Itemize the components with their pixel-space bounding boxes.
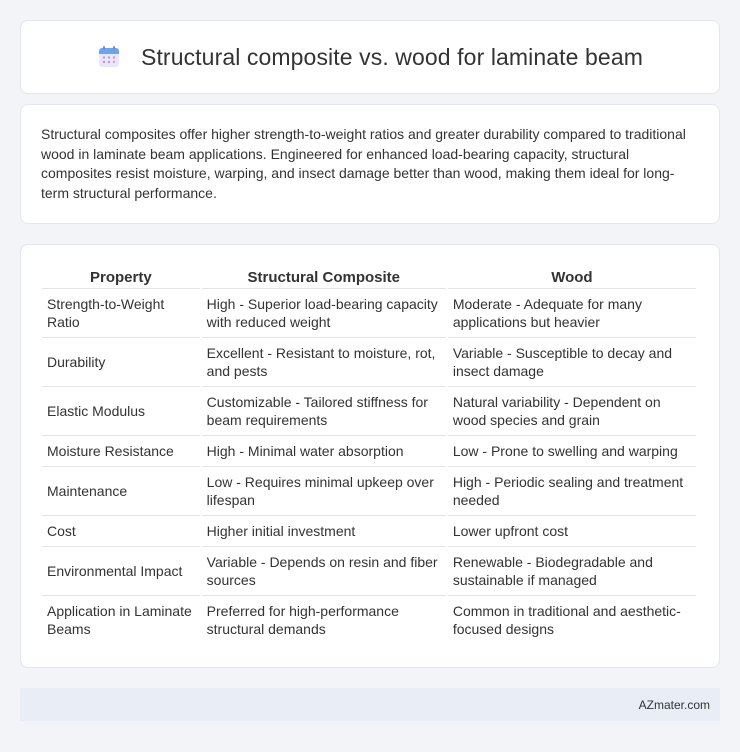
wood-cell: Common in traditional and aesthetic-focused designs — [452, 603, 681, 637]
wood-cell: Variable - Susceptible to decay and insect damage — [448, 338, 696, 387]
wood-cell: Natural variability - Dependent on wood species and grain — [448, 387, 696, 436]
footer-bar — [20, 688, 720, 721]
table-row — [42, 338, 696, 387]
column-header-wood: Wood — [448, 265, 696, 289]
calendar-icon — [97, 45, 121, 69]
title-card — [20, 20, 720, 94]
column-header-property: Property — [42, 265, 200, 289]
wood-cell: Renewable - Biodegradable and sustainable if managed — [448, 547, 696, 596]
wood-cell: Lower upfront cost — [448, 516, 696, 547]
property-cell: Durability — [42, 338, 200, 387]
composite-cell: High - Minimal water absorption — [202, 436, 446, 467]
composite-cell: Higher initial investment — [202, 516, 446, 547]
property-cell: Application in Laminate Beams — [47, 603, 192, 637]
summary-card — [20, 104, 720, 224]
summary-text: Structural composites offer higher strength-to-weight ratios and greater durability compared to traditional wood in laminate beam applications. Engineered for enhanced load-bearing capacity, structural composites resist moisture, warping, and insect damage better than wood, making them ideal for long-term structural performance. — [41, 126, 686, 201]
property-cell: Maintenance — [42, 467, 200, 516]
table-row — [42, 467, 696, 516]
comparison-table — [40, 265, 698, 644]
property-cell: Strength-to-Weight Ratio — [42, 289, 200, 338]
comparison-table-card — [20, 244, 720, 668]
composite-cell: Variable - Depends on resin and fiber sources — [202, 547, 446, 596]
table-row — [42, 436, 696, 467]
table-row — [42, 289, 696, 338]
table-row — [42, 387, 696, 436]
composite-cell: Excellent - Resistant to moisture, rot, and pests — [202, 338, 446, 387]
column-header-structural-composite: Structural Composite — [202, 265, 446, 289]
table-row — [42, 596, 696, 644]
composite-cell: Customizable - Tailored stiffness for beam requirements — [202, 387, 446, 436]
table-row — [42, 547, 696, 596]
property-cell: Moisture Resistance — [42, 436, 200, 467]
wood-cell: High - Periodic sealing and treatment needed — [448, 467, 696, 516]
property-cell: Elastic Modulus — [42, 387, 200, 436]
page-title: Structural composite vs. wood for laminate beam — [141, 43, 643, 70]
footer-brand[interactable]: AZmater.com — [638, 697, 710, 712]
wood-cell: Low - Prone to swelling and warping — [448, 436, 696, 467]
table-row — [42, 516, 696, 547]
table-header-row — [42, 265, 696, 289]
wood-cell: Moderate - Adequate for many applications but heavier — [448, 289, 696, 338]
composite-cell: Low - Requires minimal upkeep over lifespan — [202, 467, 446, 516]
property-cell: Environmental Impact — [42, 547, 200, 596]
composite-cell: Preferred for high-performance structural demands — [206, 603, 399, 637]
property-cell: Cost — [42, 516, 200, 547]
composite-cell: High - Superior load-bearing capacity with reduced weight — [202, 289, 446, 338]
